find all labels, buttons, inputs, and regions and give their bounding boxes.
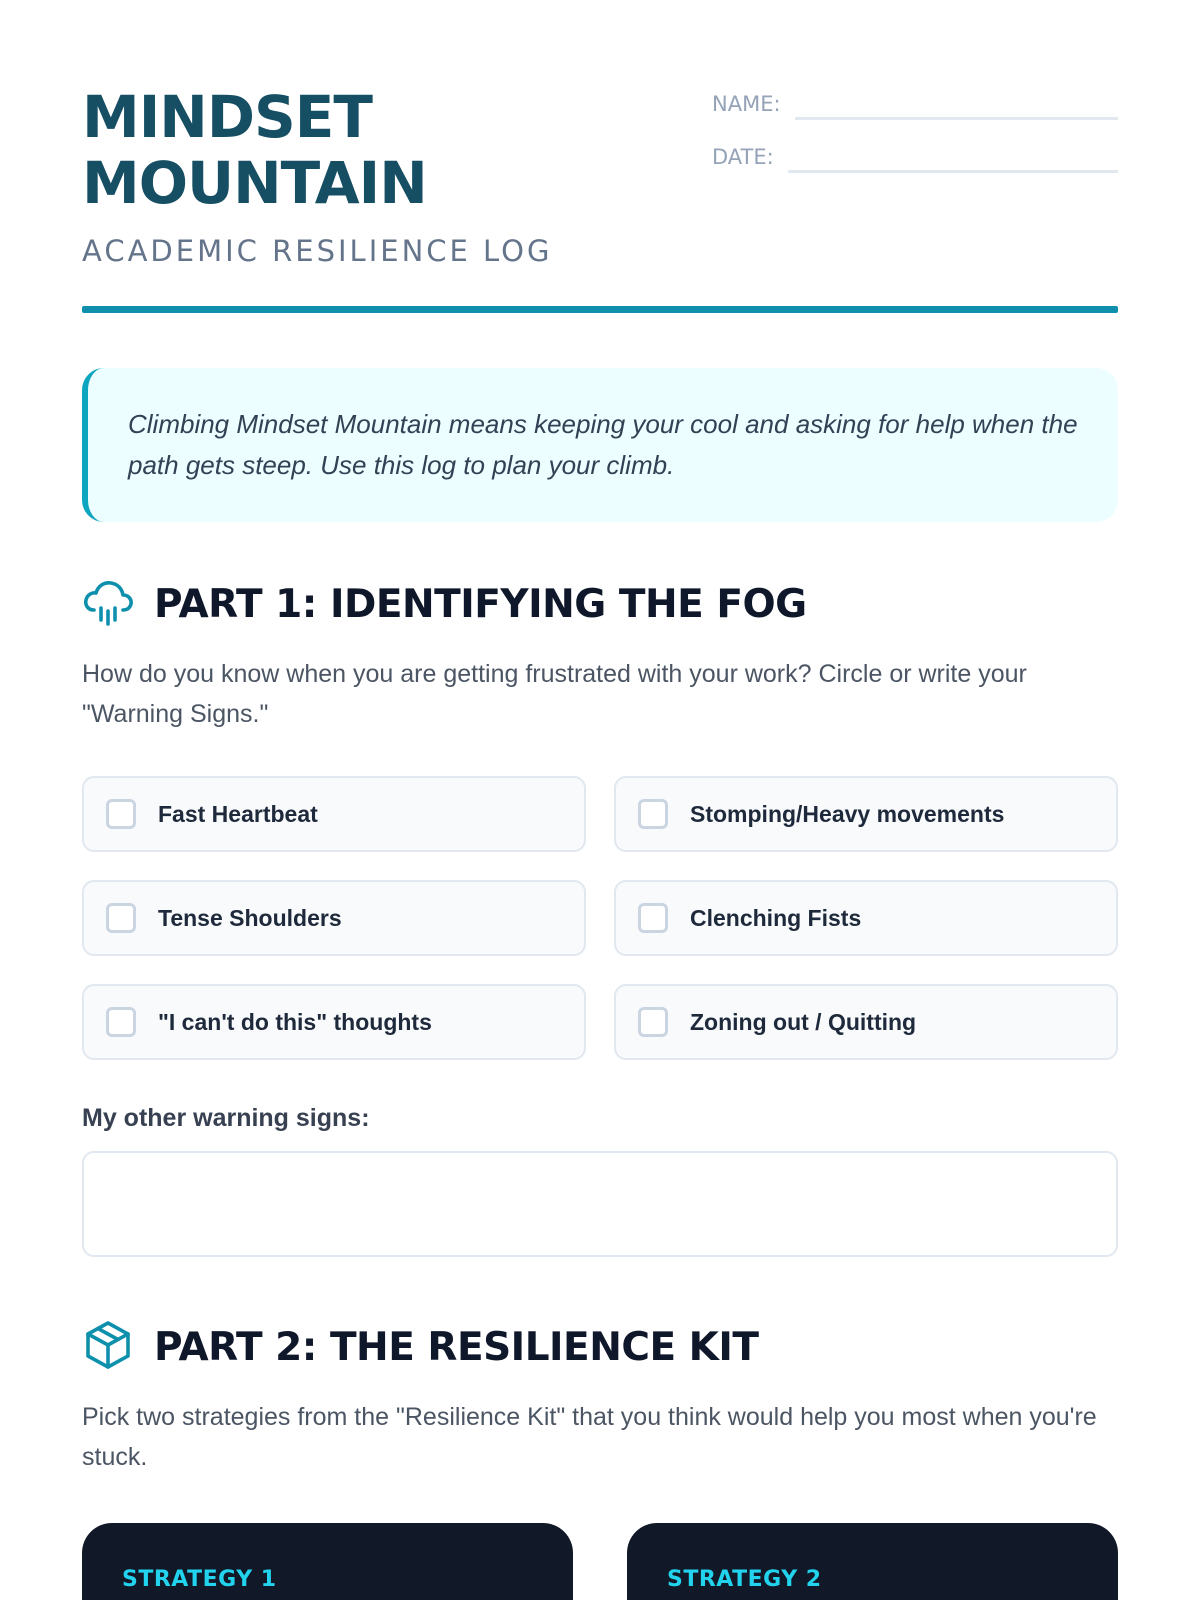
part2-title: PART 2: THE RESILIENCE KIT [154,1324,759,1370]
name-label: NAME: [712,92,781,116]
checkbox[interactable] [638,799,668,829]
part2-description: Pick two strategies from the "Resilience Kit" that you think would help you most when you're stuck. [82,1403,1097,1471]
date-row [712,137,1118,173]
checkbox[interactable] [106,799,136,829]
checkbox[interactable] [638,903,668,933]
page-subtitle: ACADEMIC RESILIENCE LOG [82,234,553,268]
warning-sign-option[interactable] [82,776,586,852]
title-line-1: MINDSET [82,83,372,151]
header [82,0,1118,316]
part1-title: PART 1: IDENTIFYING THE FOG [154,581,807,627]
package-icon [82,1319,154,1376]
strategy-card-2[interactable] [627,1523,1118,1600]
checkbox[interactable] [106,903,136,933]
name-row [712,84,1118,120]
option-label: "I can't do this" thoughts [158,1008,432,1035]
other-warning-signs-input[interactable] [82,1151,1118,1257]
page-title [82,84,552,216]
checkbox[interactable] [106,1007,136,1037]
strategy-1-label: STRATEGY 1 [122,1567,277,1592]
option-label: Tense Shoulders [158,904,342,931]
header-divider [82,306,1118,313]
student-info [712,84,1118,190]
name-field[interactable] [795,87,1118,120]
intro-callout: Climbing Mindset Mountain means keeping your cool and asking for help when the path gets steep. Use this log to plan your climb. [82,368,1118,522]
title-block [82,84,552,268]
title-line-2: MOUNTAIN [82,149,427,217]
part1-description: How do you know when you are getting frustrated with your work? Circle or write your "Warning Signs." [82,660,1027,728]
cloud-rain-icon [82,576,154,633]
option-label: Zoning out / Quitting [690,1008,917,1035]
date-label: DATE: [712,145,774,169]
warning-signs-grid [82,776,1118,1060]
option-label: Stomping/Heavy movements [690,800,1005,827]
strategy-2-label: STRATEGY 2 [667,1567,822,1592]
warning-sign-option[interactable] [614,984,1118,1060]
option-label: Clenching Fists [690,904,862,931]
date-field[interactable] [788,140,1118,173]
warning-sign-option[interactable] [614,880,1118,956]
warning-sign-option[interactable] [82,880,586,956]
warning-sign-option[interactable] [82,984,586,1060]
option-label: Fast Heartbeat [158,800,318,827]
part2-heading [82,1319,1118,1375]
part1-heading [82,576,1118,632]
strategy-cards [82,1523,1118,1600]
checkbox[interactable] [638,1007,668,1037]
other-warning-signs-label: My other warning signs: [82,1104,370,1132]
warning-sign-option[interactable] [614,776,1118,852]
strategy-card-1[interactable] [82,1523,573,1600]
